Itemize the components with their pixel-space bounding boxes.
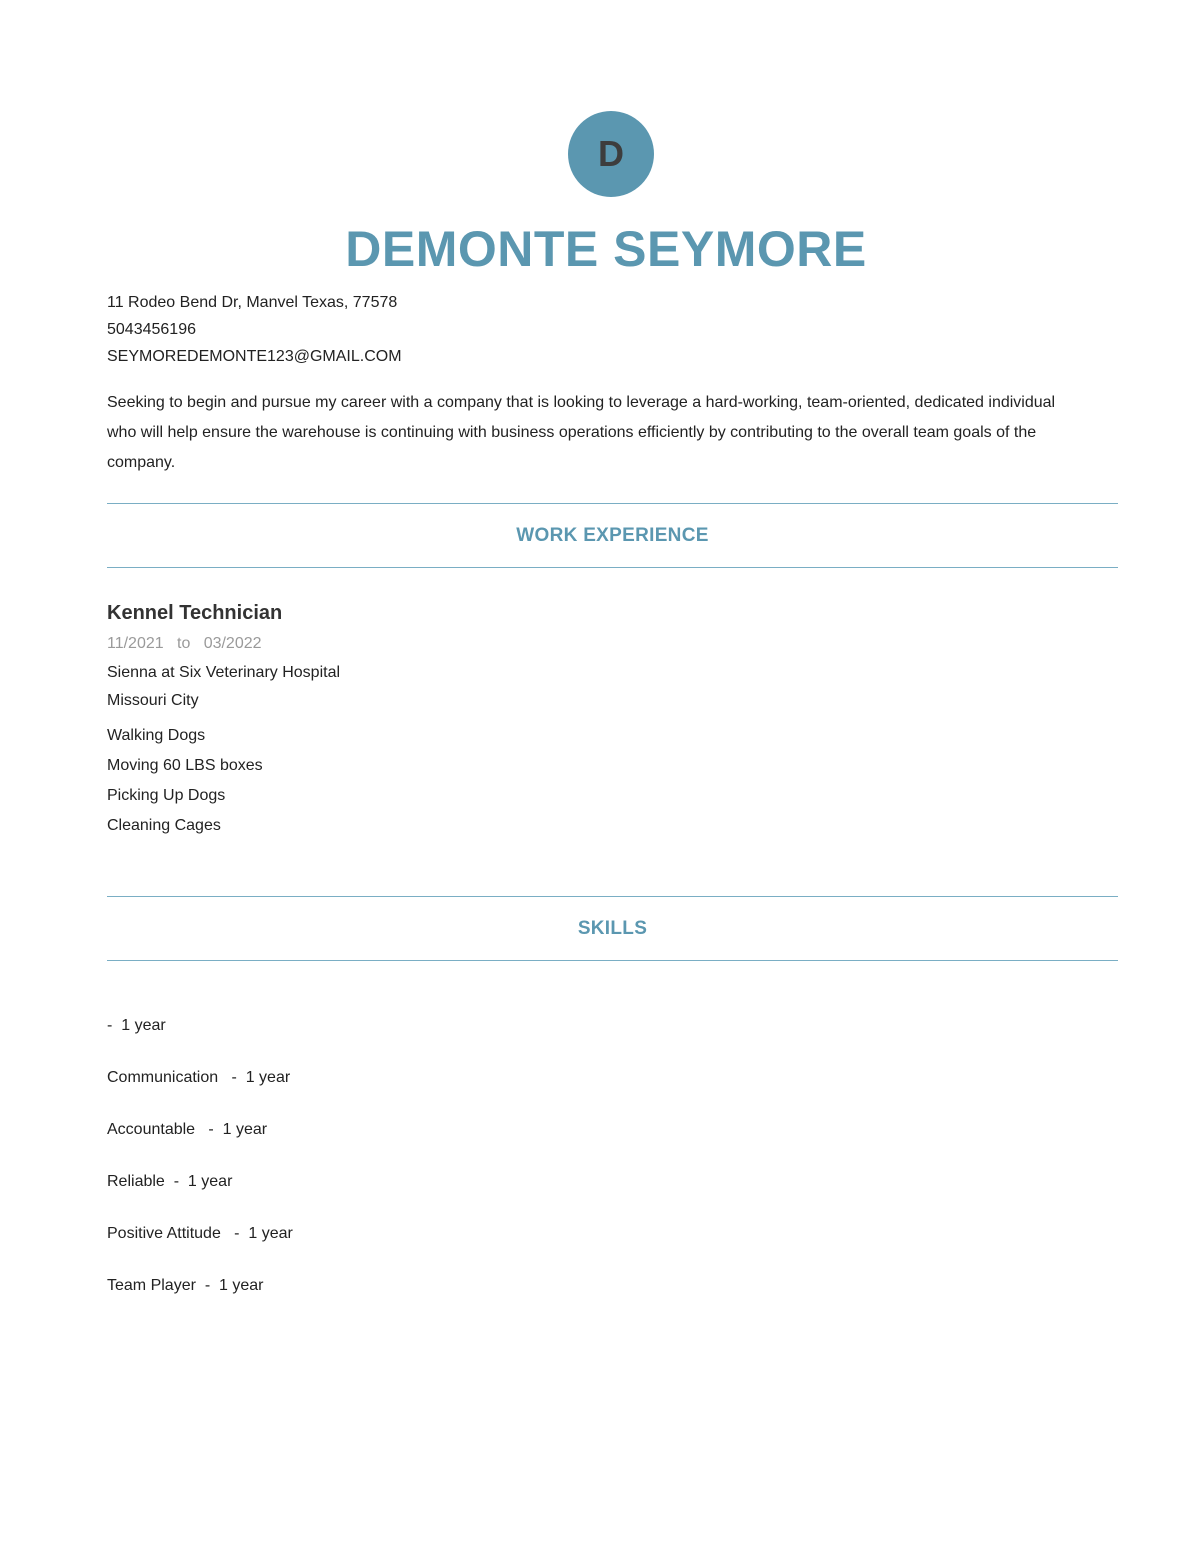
job-duty: Walking Dogs — [107, 727, 206, 744]
section-header-skills — [107, 896, 1118, 961]
job-start-date: 11/2021 — [107, 635, 164, 652]
contact-phone: 5043456196 — [107, 321, 196, 338]
job-duty: Moving 60 LBS boxes — [107, 757, 263, 774]
contact-address: 11 Rodeo Bend Dr, Manvel Texas, 77578 — [107, 294, 398, 311]
job-duties-list — [107, 721, 340, 841]
skill-item: - 1 year — [107, 1017, 166, 1034]
section-header-work-experience — [107, 503, 1118, 568]
candidate-name: DEMONTE SEYMORE — [345, 221, 867, 277]
job-dates — [107, 629, 340, 659]
career-summary: Seeking to begin and pursue my career with a company that is looking to leverage a hard-working, team-oriented, dedicated individual who will help ensure the warehouse is continuing with business operations efficiently by contributing to the overall team goals of the company. — [107, 394, 1056, 471]
section-title-skills: SKILLS — [577, 917, 648, 939]
section-title-work-experience: WORK EXPERIENCE — [516, 524, 709, 546]
monogram-initial: D — [598, 133, 624, 174]
job-duty: Cleaning Cages — [107, 817, 221, 834]
skill-item: Team Player - 1 year — [107, 1277, 264, 1294]
contact-info — [107, 289, 402, 370]
job-date-separator: to — [177, 635, 191, 652]
job-title: Kennel Technician — [107, 602, 283, 624]
skills-list — [107, 1013, 293, 1325]
skill-item: Communication - 1 year — [107, 1069, 291, 1086]
skill-item: Accountable - 1 year — [107, 1121, 268, 1138]
job-end-date: 03/2022 — [203, 635, 262, 652]
job-employer: Sienna at Six Veterinary Hospital — [107, 664, 341, 681]
job-entry — [107, 598, 340, 841]
skill-item: Positive Attitude - 1 year — [107, 1225, 293, 1242]
job-duty: Picking Up Dogs — [107, 787, 226, 804]
skill-item: Reliable - 1 year — [107, 1173, 233, 1190]
contact-email: SEYMOREDEMONTE123@GMAIL.COM — [107, 348, 402, 365]
monogram-avatar — [568, 111, 654, 197]
job-location: Missouri City — [107, 692, 199, 709]
